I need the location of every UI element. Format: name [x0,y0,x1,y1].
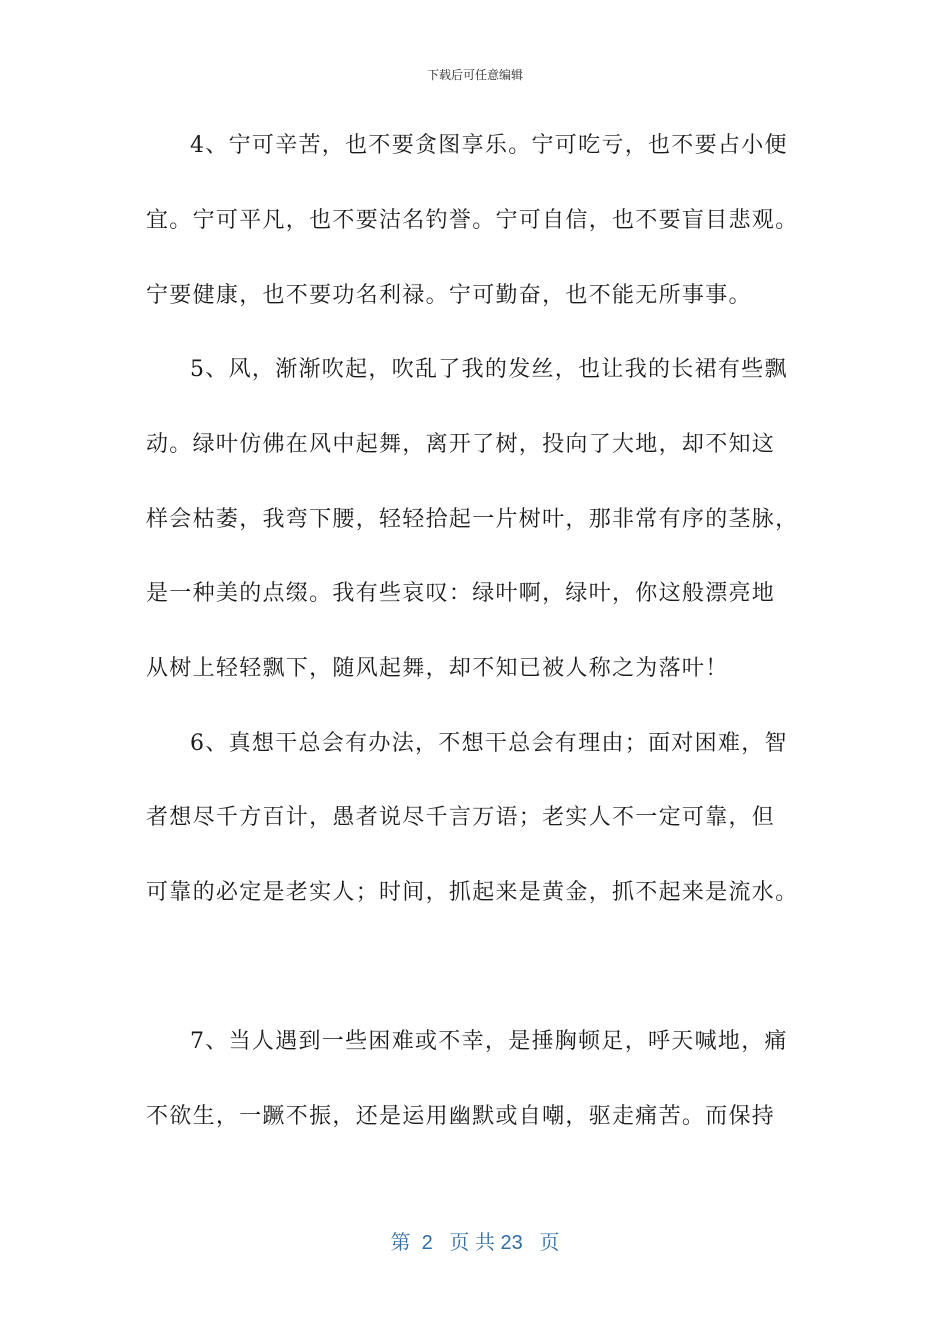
paragraph-4-line-1: 4、宁可辛苦，也不要贪图享乐。宁可吃亏，也不要占小便 [190,133,788,158]
paragraph-5-line-3: 样会枯萎，我弯下腰，轻轻拾起一片树叶，那非常有序的茎脉， [146,507,799,532]
paragraph-5-line-1: 5、风，渐渐吹起，吹乱了我的发丝，也让我的长裙有些飘 [190,357,788,382]
paragraph-5-line-2: 动。绿叶仿佛在风中起舞，离开了树，投向了大地，却不知这 [146,432,776,457]
paragraph-4-line-3: 宁要健康，也不要功名利禄。宁可勤奋，也不能无所事事。 [146,283,752,308]
paragraph-5-line-5: 从树上轻轻飘下，随风起舞，却不知已被人称之为落叶！ [146,656,729,681]
paragraph-7-line-2: 不欲生，一蹶不振，还是运用幽默或自嘲，驱走痛苦。而保持 [146,1104,776,1129]
page-header: 下载后可任意编辑 [426,68,523,82]
paragraph-6-line-3: 可靠的必定是老实人；时间，抓起来是黄金，抓不起来是流水。 [146,880,799,905]
paragraph-6-line-2: 者想尽千方百计，愚者说尽千言万语；老实人不一定可靠，但 [146,805,776,830]
page-number-footer: 第 2 页 共 23 页 [390,1232,560,1254]
paragraph-6-line-1: 6、真想干总会有办法，不想干总会有理由；面对困难，智 [190,731,788,756]
paragraph-5-line-4: 是一种美的点缀。我有些哀叹：绿叶啊，绿叶，你这般漂亮地 [146,581,776,606]
paragraph-7-line-1: 7、当人遇到一些困难或不幸，是捶胸顿足，呼天喊地，痛 [190,1029,788,1054]
paragraph-4-line-2: 宜。宁可平凡，也不要沽名钓誉。宁可自信，也不要盲目悲观。 [146,208,799,233]
